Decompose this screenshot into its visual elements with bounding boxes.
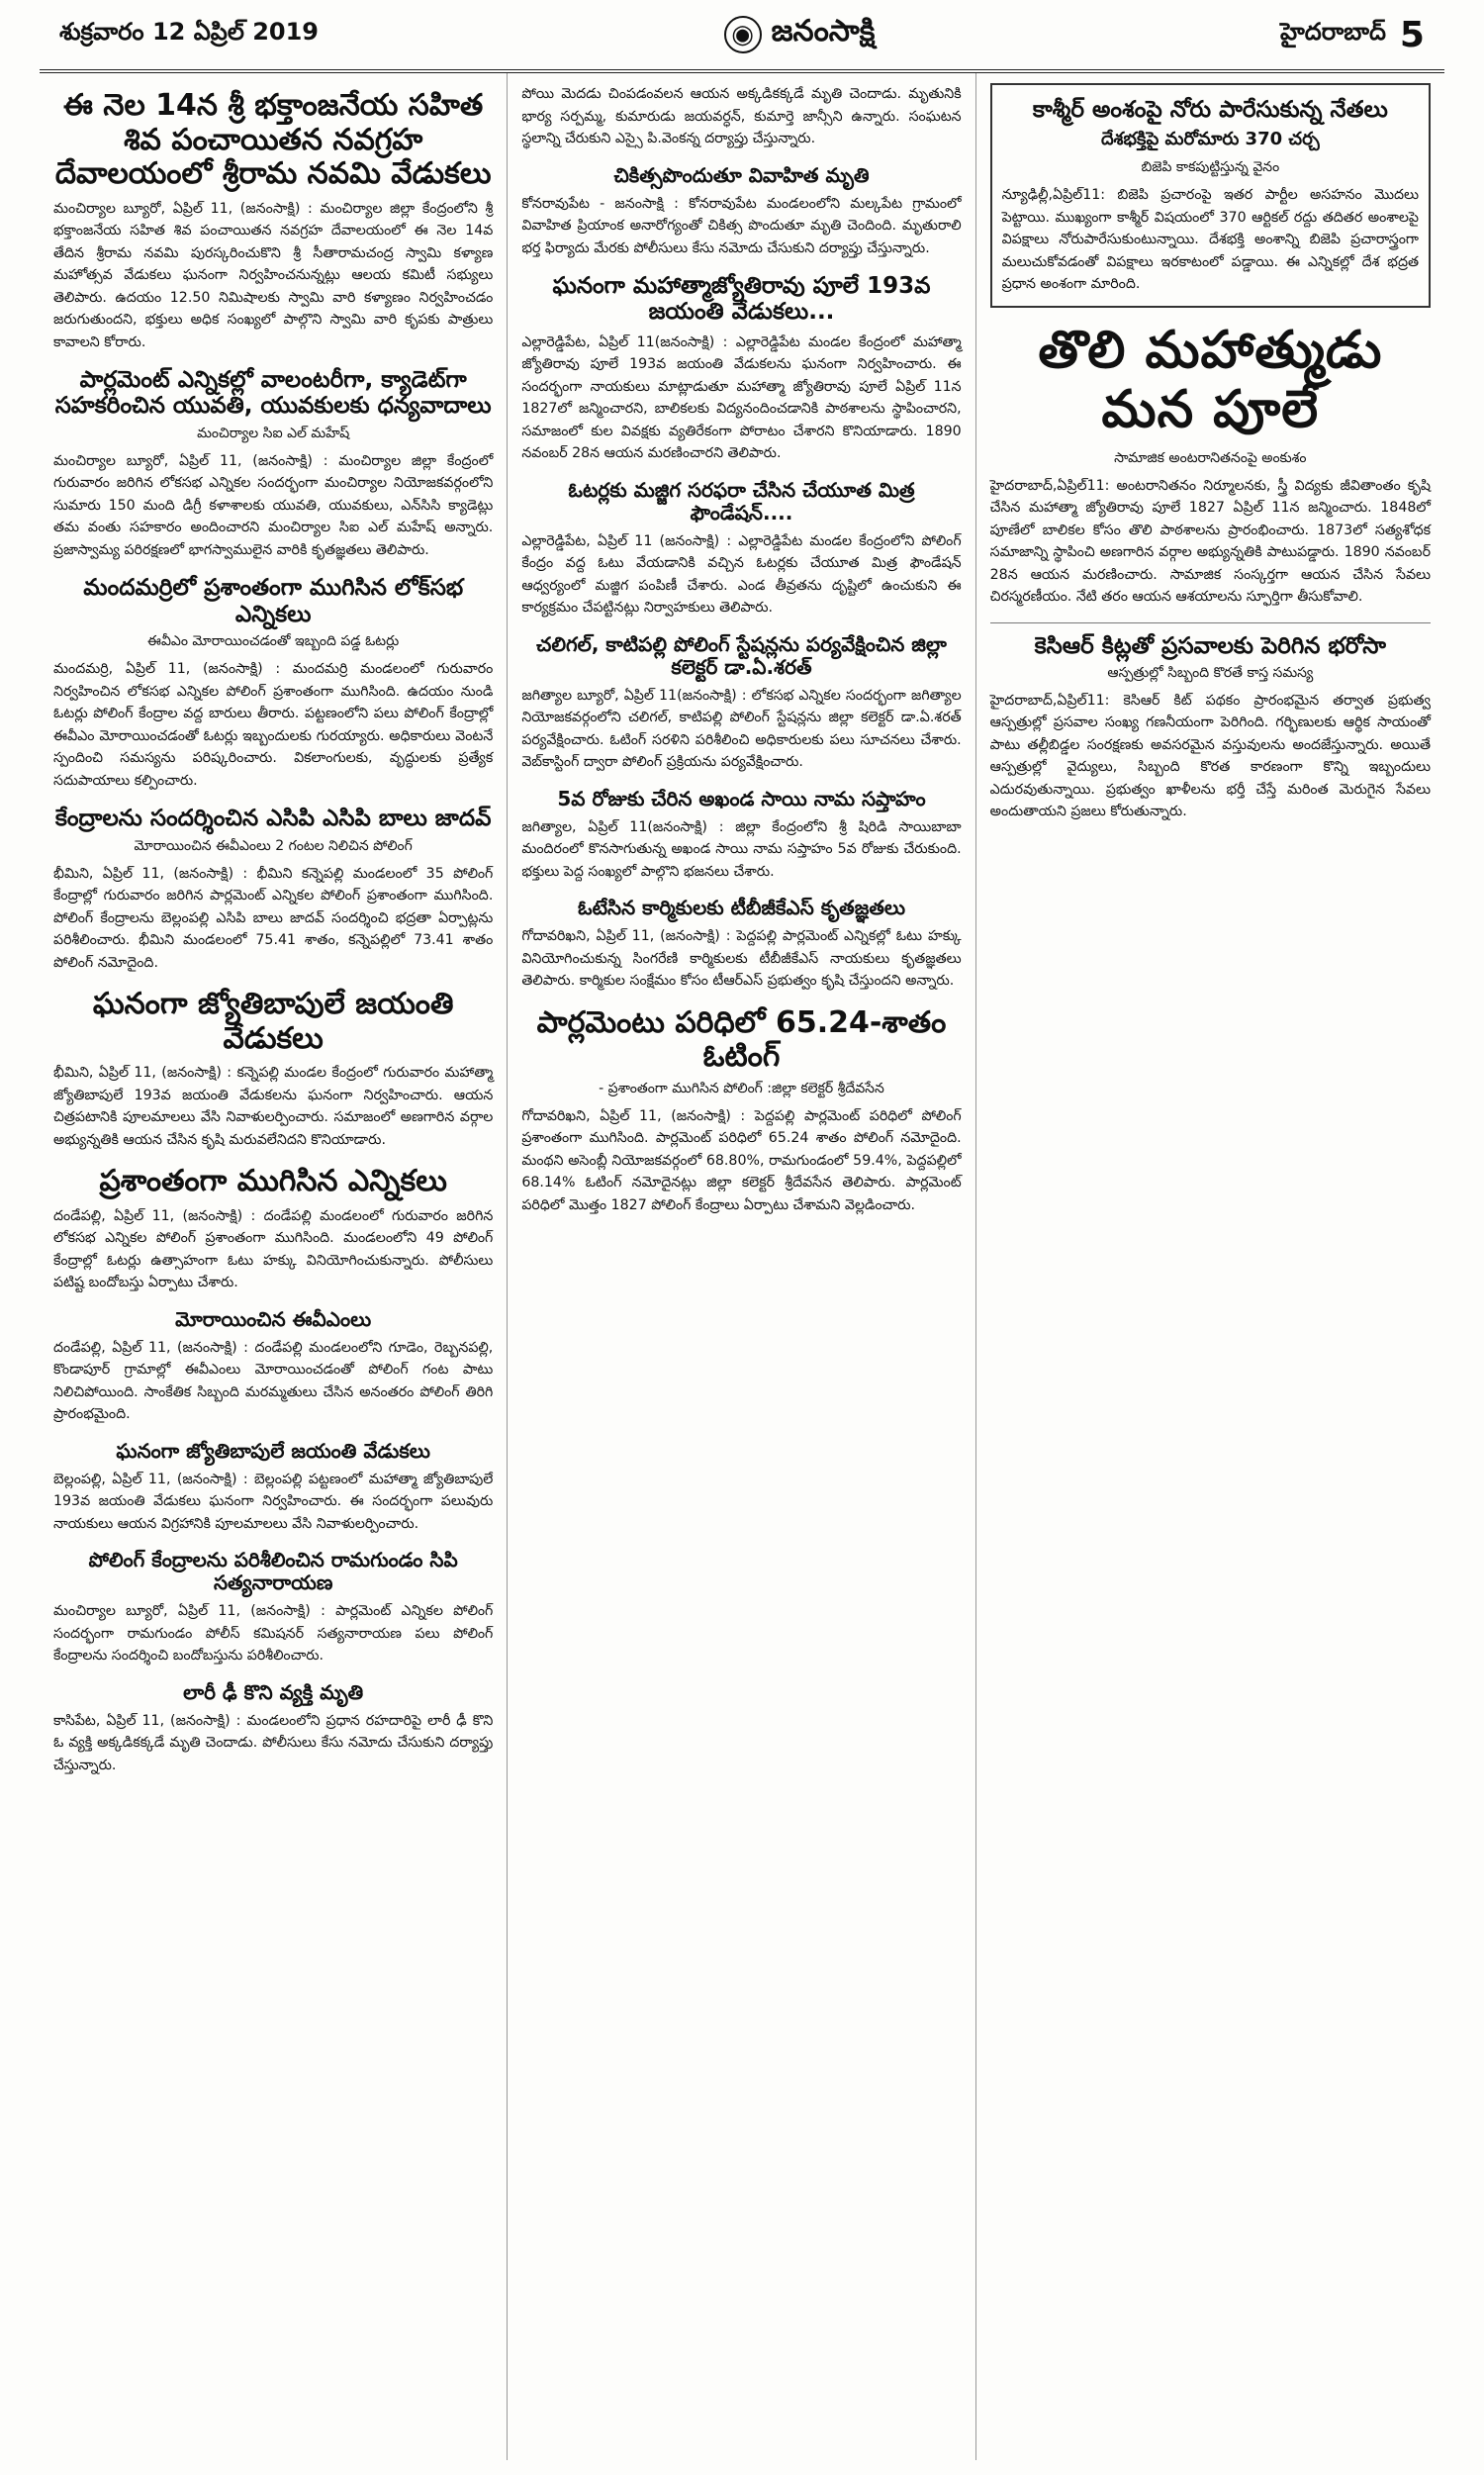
article-body: మంచిర్యాల బ్యూరో, ఏప్రిల్ 11, (జనంసాక్షి) : పార్లమెంట్ ఎన్నికల పోలింగ్ సందర్భంగా రామగుండం పోలీస్ కమిషనర్ సత్యనారాయణ పలు పోలింగ్ కేంద్రాలను సందర్శించి బందోబస్తును పరిశీలించారు.	[53, 1603, 494, 1665]
article-headline: మందమర్రిలో ప్రశాంతంగా ముగిసిన లోక్‌సభ ఎన్నికలు	[83, 575, 464, 627]
issue-date: శుక్రవారం 12 ఏప్రిల్ 2019	[59, 18, 319, 46]
article-headline: చలిగల్, కాటిపల్లి పోలింగ్ స్టేషన్లను పర్యవేక్షించిన జిల్లా కలెక్టర్ డా.ఏ.శరత్	[536, 631, 947, 679]
article	[53, 806, 493, 974]
column-1	[40, 73, 508, 2460]
article	[521, 1006, 961, 1217]
article-headline: ప్రశాంతంగా ముగిసిన ఎన్నికలు	[99, 1164, 447, 1199]
article	[53, 988, 493, 1151]
article-headline: ఓటర్లకు మజ్జిగ సరఫరా చేసిన చేయూత మిత్ర ఫౌండేషన్....	[568, 477, 915, 524]
article-body: జగిత్యాల బ్యూరో, ఏప్రిల్ 11(జనంసాక్షి) : లోకసభ ఎన్నికల సందర్భంగా జగిత్యాల నియోజకవర్గంలోని చలిగల్, కాటిపల్లి పోలింగ్ స్టేషన్లను జిల్లా కలెక్టర్ డా.ఏ.శరత్ పర్యవేక్షించారు. ఓటింగ్ సరళిని పరిశీలించి అధికారులకు పలు సూచనలు చేశారు. వెబ్‌కాస్టింగ్ ద్వారా పోలింగ్ ప్రక్రియను పర్యవేక్షించారు.	[521, 687, 962, 771]
article-headline: మోరాయించిన ఈవీఎంలు	[175, 1306, 372, 1331]
article-headline: 5వ రోజుకు చేరిన అఖండ సాయి నామ సప్తాహం	[557, 786, 926, 810]
article-body: గోదావరిఖని, ఏప్రిల్ 11, (జనంసాక్షి) : పెద్దపల్లి పార్లమెంట్ పరిధిలో పోలింగ్ ప్రశాంతంగా ముగిసింది. పార్లమెంట్ పరిధిలో 65.24 శాతం పోలింగ్ నమోదైంది. మంథని అసెంబ్లీ నియోజకవర్గంలో 68.80%, రామగుండంలో 59.4%, పెద్దపల్లిలో 68.14% ఓటింగ్ నమోదైనట్లు జిల్లా కలెక్టర్ శ్రీదేవసేన తెలిపారు. పార్లమెంట్ పరిధిలో మొత్తం 1827 పోలింగ్ కేంద్రాలు ఏర్పాటు చేశామని వెల్లడించారు.	[521, 1107, 962, 1213]
article-body: పోయి మెదడు చింపడంవలన ఆయన అక్కడికక్కడే మృతి చెందాడు. మృతునికి భార్య సర్పమ్మ, కుమారుడు జయవర్ధన్, కుమార్తె జాన్సీని ఉన్నారు. సంఘటన స్థలాన్ని చేరుకుని ఎస్సై పి.వెంకన్న దర్యాప్తు చేస్తున్నారు.	[521, 86, 962, 146]
article-body: హైదరాబాద్,ఏప్రిల్11: అంటరానితనం నిర్మూలనకు, స్త్రీ విద్యకు జీవితాంతం కృషి చేసిన మహాత్మా జ్యోతిరావు పూలే 1827 ఏప్రిల్ 11న జన్మించారు. 1848లో పూణేలో బాలికల కోసం తొలి పాఠశాలను ప్రారంభించారు. 1873లో సత్యశోధక సమాజాన్ని స్థాపించి అణగారిన వర్గాల అభ్యున్నతికి పాటుపడ్డారు. 1890 నవంబర్ 28న ఆయన మరణించారు. సామాజిక సంస్కర్తగా ఆయన చేసిన సేవలు చిరస్మరణీయం. నేటి తరం ఆయన ఆశయాలను స్ఫూర్తిగా తీసుకోవాలి.	[989, 477, 1431, 606]
article	[53, 89, 493, 353]
article	[53, 575, 493, 792]
article-body: దండేపల్లి, ఏప్రిల్ 11, (జనంసాక్షి) : దండేపల్లి మండలంలోని గూడెం, రెబ్బనపల్లి, కొండాపూర్ గ్రామాల్లో ఈవీఎంలు మోరాయించడంతో పోలింగ్ గంట పాటు నిలిచిపోయింది. సాంకేతిక సిబ్బంది మరమ్మతులు చేసిన అనంతరం పోలింగ్ తిరిగి ప్రారంభమైంది.	[53, 1339, 494, 1423]
article	[521, 897, 961, 993]
article-headline: ఓటేసిన కార్మికులకు టీబీజీకేఎస్ కృతజ్ఞతలు	[577, 896, 905, 920]
article	[990, 322, 1431, 609]
article-body: జగిత్యాల, ఏప్రిల్ 11(జనంసాక్షి) : జిల్లా కేంద్రంలోని శ్రీ షిరిడి సాయిబాబా మందిరంలో కొనసాగుతున్న అఖండ సాయి నామ సప్తాహం 5వ రోజుకు చేరుకుంది. భక్తులు పెద్ద సంఖ్యలో పాల్గొని భజనలు చేశారు.	[521, 818, 962, 880]
column-3	[976, 73, 1444, 2460]
article-body: హైదరాబాద్,ఏప్రిల్11: కెసిఆర్ కిట్ పథకం ప్రారంభమైన తర్వాత ప్రభుత్వ ఆస్పత్రుల్లో ప్రసవాల సంఖ్య గణనీయంగా పెరిగింది. గర్భిణులకు ఆర్థిక సాయంతో పాటు తల్లీబిడ్డల సంరక్షణకు అవసరమైన వస్తువులను అందజేస్తున్నారు. అయితే ఆస్పత్రుల్లో వైద్యులు, సిబ్బంది కొరత కారణంగా కొన్ని ఇబ్బందులు ఎదురవుతున్నాయి. ప్రభుత్వం ఖాళీలను భర్తీ చేస్తే మరింత మెరుగైన సేవలు అందుతాయని ప్రజలు కోరుతున్నారు.	[989, 692, 1431, 820]
article-kicker: ఆస్పత్రుల్లో సిబ్బంది కొరతే కాస్త సమస్య	[1107, 664, 1314, 681]
article-headline: ఘనంగా జ్యోతిబాపులే జయంతి వేడుకలు	[116, 1438, 430, 1463]
article-body: ఎల్లారెడ్డిపేట, ఏప్రిల్ 11(జనంసాక్షి) : ఎల్లారెడ్డిపేట మండల కేంద్రంలో మహాత్మా జ్యోతిరావు పూలే 193వ జయంతి వేడుకలను ఘనంగా నిర్వహించారు. ఈ సందర్భంగా నాయకులు మాట్లాడుతూ మహాత్మా జ్యోతిరావు పూలే ఏప్రిల్ 11న 1827లో జన్మించారని, బాలికలకు విద్యనందించడానికి పాఠశాలను స్థాపించారని, సమాజంలో కుల వివక్షకు వ్యతిరేకంగా పోరాటం చేశారని కొనియాడారు. 1890 నవంబర్ 28న ఆయన మరణించారని తెలిపారు.	[521, 333, 962, 462]
article	[53, 1308, 493, 1426]
article-headline: పార్లమెంట్ ఎన్నికల్లో వాలంటరీగా, క్యాడెట్‌గా సహకరించిన యువతి, యువకులకు ధన్యవాదాలు	[54, 367, 492, 420]
article-body: భీమిని, ఏప్రిల్ 11, (జనంసాక్షి) : భీమిని కన్నెపల్లి మండలంలో 35 పోలింగ్ కేంద్రాల్లో గురువారం జరిగిన పార్లమెంట్ ఎన్నికల పోలింగ్ ప్రశాంతంగా ముగిసింది. పోలింగ్ కేంద్రాలను బెల్లంపల్లి ఎసిపి బాలు జాదవ్ సందర్శించి భద్రతా ఏర్పాట్లను పరిశీలించారు. భీమిని మండలంలో 75.41 శాతం, కన్నెపల్లిలో 73.41 శాతం పోలింగ్ నమోదైంది.	[53, 865, 494, 971]
paper-name: జనంసాక్షి	[771, 14, 876, 48]
article	[521, 164, 961, 260]
article-body: భీమిని, ఏప్రిల్ 11, (జనంసాక్షి) : కన్నెపల్లి మండల కేంద్రంలో గురువారం మహాత్మా జ్యోతిబాపులే 193వ జయంతి వేడుకలను ఘనంగా నిర్వహించారు. ఆయన చిత్రపటానికి పూలమాలలు వేసి నివాళులర్పించారు. సమాజంలో అణగారిన వర్గాల అభ్యున్నతికి ఆయన చేసిన కృషి మరువలేనిదని కొనియాడారు.	[53, 1065, 494, 1148]
masthead-right	[1280, 15, 1425, 55]
article-subheading: దేశభక్తిపై మరోమారు 370 చర్చ	[1100, 129, 1320, 150]
masthead	[40, 0, 1444, 73]
article-body: కోనరావుపేట - జనంసాక్షి : కోనరావుపేట మండలంలోని మల్కపేట గ్రామంలో వివాహిత ప్రియాంక అనారోగ్యంతో చికిత్స పొందుతూ మృతి చెందింది. మృతురాలి భర్త ఫిర్యాదు మేరకు పోలీసులు కేసు నమోదు చేసుకుని దర్యాప్తు చేస్తున్నారు.	[521, 195, 962, 256]
divider	[990, 622, 1431, 623]
article	[53, 1440, 493, 1536]
article-kicker: - ప్రశాంతంగా ముగిసిన పోలింగ్ :జిల్లా కలెక్టర్ శ్రీదేవసేన	[599, 1080, 884, 1096]
article-headline: ఈ నెల 14న శ్రీ భక్తాంజనేయ సహిత శివ పంచాయితన నవగ్రహ దేవాలయంలో శ్రీరామ నవమి వేడుకలు	[54, 88, 492, 191]
article-body: బెల్లంపల్లి, ఏప్రిల్ 11, (జనంసాక్షి) : బెల్లంపల్లి పట్టణంలో మహాత్మా జ్యోతిబాపులే 193వ జయంతి వేడుకలు ఘనంగా నిర్వహించారు. ఈ సందర్భంగా పలువురు నాయకులు ఆయన విగ్రహానికి పూలమాలలు వేసి నివాళులర్పించారు.	[53, 1471, 494, 1532]
article-headline: లారీ ఢీ కొని వ్యక్తి మృతి	[183, 1679, 364, 1704]
article-headline: కెసిఆర్ కిట్లతో ప్రసవాలకు పెరిగిన భరోసా	[1034, 632, 1386, 659]
article	[53, 1681, 493, 1777]
article-headline: ఘనంగా మహాత్మాజ్యోతిరావు పూలే 193వ జయంతి వేడుకలు...	[552, 273, 931, 326]
article	[53, 1165, 493, 1294]
article-body: కాసిపేట, ఏప్రిల్ 11, (జనంసాక్షి) : మండలంలోని ప్రధాన రహదారిపై లారీ ఢీ కొని ఓ వ్యక్తి అక్కడికక్కడే మృతి చెందాడు. పోలీసులు కేసు నమోదు చేసుకుని దర్యాప్తు చేస్తున్నారు.	[53, 1712, 494, 1773]
article-headline: కేంద్రాలను సందర్శించిన ఎసిపి ఎసిపి బాలు జాదవ్	[54, 806, 492, 832]
article	[521, 788, 961, 884]
article-body: మంచిర్యాల బ్యూరో, ఏప్రిల్ 11, (జనంసాక్షి) : మంచిర్యాల జిల్లా కేంద్రంలోని శ్రీ భక్తాంజనేయ సహిత శివ పంచాయితన నవగ్రహ దేవాలయంలో ఈ నెల 14వ తేదిన శ్రీరామ నవమి పురస్కరించుకొని శ్రీ సీతారామచంద్ర స్వామి కళ్యాణ మహోత్సవ వేడుకలు ఘనంగా నిర్వహించనున్నట్లు ఆలయ కమిటీ సభ్యులు తెలిపారు. ఉదయం 12.50 నిమిషాలకు స్వామి వారి కళ్యాణం నిర్వహించడం జరుగుతుందని, భక్తులు అధిక సంఖ్యలో పాల్గొని స్వామి వారి కృపకు పాత్రులు కావాలని కోరారు.	[53, 200, 494, 350]
article-kicker: మంచిర్యాల సిఐ ఎల్ మహేష్	[197, 425, 350, 441]
article-headline: చికిత్సపొందుతూ వివాహిత మృతి	[613, 162, 870, 187]
column-2	[508, 73, 975, 2460]
article-headline: పోలింగ్ కేంద్రాలను పరిశీలించిన రామగుండం సిపి సత్యనారాయణ	[88, 1548, 458, 1595]
article	[990, 633, 1431, 823]
article-body: న్యూఢిల్లీ,ఏప్రిల్11: బిజెపి ప్రచారంపై ఇతర పార్టీల అసహనం మొదలు పెట్టాయి. ముఖ్యంగా కాశ్మీర్ విషయంలో 370 ఆర్టికల్ రద్దు తదితర అంశాలపై విపక్షాలు నోరుపారేసుకుంటున్నాయి. దేశభక్తి అంశాన్ని బిజెపి ప్రచారాస్త్రంగా మలుచుకోవడంతో విపక్షాలు ఇరకాటంలో పడ్డాయి. ఈ ఎన్నికల్లో దేశ భద్రత ప్రధాన అంశంగా మారింది.	[1001, 187, 1419, 293]
article-kicker: ఈవీఎం మోరాయించడంతో ఇబ్బంది పడ్డ ఓటర్లు	[147, 633, 400, 650]
columns	[40, 73, 1444, 2460]
article-headline: తొలి మహాత్ముడు మన పూలే	[1038, 320, 1383, 439]
page-number: 5	[1399, 14, 1425, 55]
article	[521, 633, 961, 774]
article	[990, 83, 1431, 308]
article-body: దండేపల్లి, ఏప్రిల్ 11, (జనంసాక్షి) : దండేపల్లి మండలంలో గురువారం జరిగిన లోకసభ ఎన్నికల పోలింగ్ ప్రశాంతంగా ముగిసింది. మండలంలోని 49 పోలింగ్ కేంద్రాల్లో ఓటర్లు ఉత్సాహంగా ఓటు హక్కు వినియోగించుకున్నారు. పోలీసులు పటిష్ట బందోబస్తు ఏర్పాటు చేశారు.	[53, 1207, 494, 1291]
article-kicker: సామాజిక అంటరానితనంపై అంకుశం	[1114, 449, 1307, 466]
article	[521, 273, 961, 465]
article-headline: కాశ్మీర్ అంశంపై నోరు పారేసుకున్న నేతలు	[1032, 97, 1388, 123]
article-body: మంచిర్యాల బ్యూరో, ఏప్రిల్ 11, (జనంసాక్షి) : మంచిర్యాల జిల్లా కేంద్రంలో గురువారం జరిగిన లోకసభ ఎన్నికల సందర్భంగా మంచిర్యాల నియోజకవర్గంలోని సుమారు 150 మంది డిగ్రీ కళాశాలకు యువతి, యువకులు, ఎన్‌సిసి క్యాడెట్లు తమ వంతు సహకారం అందించారని మంచిర్యాల సిఐ ఎల్ మహేష్ అన్నారు. ప్రజాస్వామ్య పరిరక్షణలో భాగస్వాములైన వారికి కృతజ్ఞతలు తెలిపారు.	[53, 452, 494, 558]
article	[521, 83, 961, 150]
article-headline: పార్లమెంటు పరిధిలో 65.24-శాతం ఓటింగ్	[536, 1004, 947, 1075]
article-headline: ఘనంగా జ్యోతిబాపులే జయంతి వేడుకలు	[92, 987, 454, 1056]
article-kicker: మోరాయించిన ఈవీఎంలు 2 గంటల నిలిచిన పోలింగ్	[134, 837, 413, 854]
logo-mark-icon: ◉	[724, 16, 762, 53]
city-name: హైదరాబాద్	[1280, 18, 1386, 46]
article-body: ఎల్లారెడ్డిపేట, ఏప్రిల్ 11 (జనంసాక్షి) : ఎల్లారెడ్డిపేట మండల కేంద్రంలోని పోలింగ్ కేంద్రం వద్ద ఓటు వేయడానికి వచ్చిన ఓటర్లకు చేయూత మిత్ర ఫౌండేషన్ ఆధ్వర్యంలో మజ్జిగ పంపిణీ చేశారు. ఎండ తీవ్రతను దృష్టిలో ఉంచుకుని ఈ కార్యక్రమం చేపట్టినట్లు నిర్వాహకులు తెలిపారు.	[521, 532, 962, 617]
article-kicker: బిజెపి కాకపుట్టిస్తున్న వైనం	[1141, 159, 1280, 176]
article-body: గోదావరిఖని, ఏప్రిల్ 11, (జనంసాక్షి) : పెద్దపల్లి పార్లమెంట్ ఎన్నికల్లో ఓటు హక్కు వినియోగించుకున్న సింగరేణి కార్మికులకు టీబీజీకేఎస్ నాయకులు కృతజ్ఞతలు తెలిపారు. కార్మికుల సంక్షేమం కోసం టీఆర్ఎస్ ప్రభుత్వం కృషి చేస్తుందని అన్నారు.	[521, 928, 962, 990]
article	[521, 479, 961, 619]
article	[53, 367, 493, 561]
paper-logo	[724, 14, 876, 55]
article-body: మందమర్రి, ఏప్రిల్ 11, (జనంసాక్షి) : మందమర్రి మండలంలో గురువారం నిర్వహించిన లోకసభ ఎన్నికల పోలింగ్ ప్రశాంతంగా ముగిసింది. ఉదయం నుండి ఓటర్లు పోలింగ్ కేంద్రాల వద్ద బారులు తీరారు. పట్టణంలోని పలు పోలింగ్ కేంద్రాల్లో ఈవీఎం మోరాయించడంతో ఓటర్లు ఇబ్బందులకు గురయ్యారు. అధికారులు వెంటనే స్పందించి సమస్యను పరిష్కరించారు. వికలాంగులకు, వృద్ధులకు ప్రత్యేక సదుపాయాలు కల్పించారు.	[53, 661, 494, 789]
article	[53, 1549, 493, 1667]
